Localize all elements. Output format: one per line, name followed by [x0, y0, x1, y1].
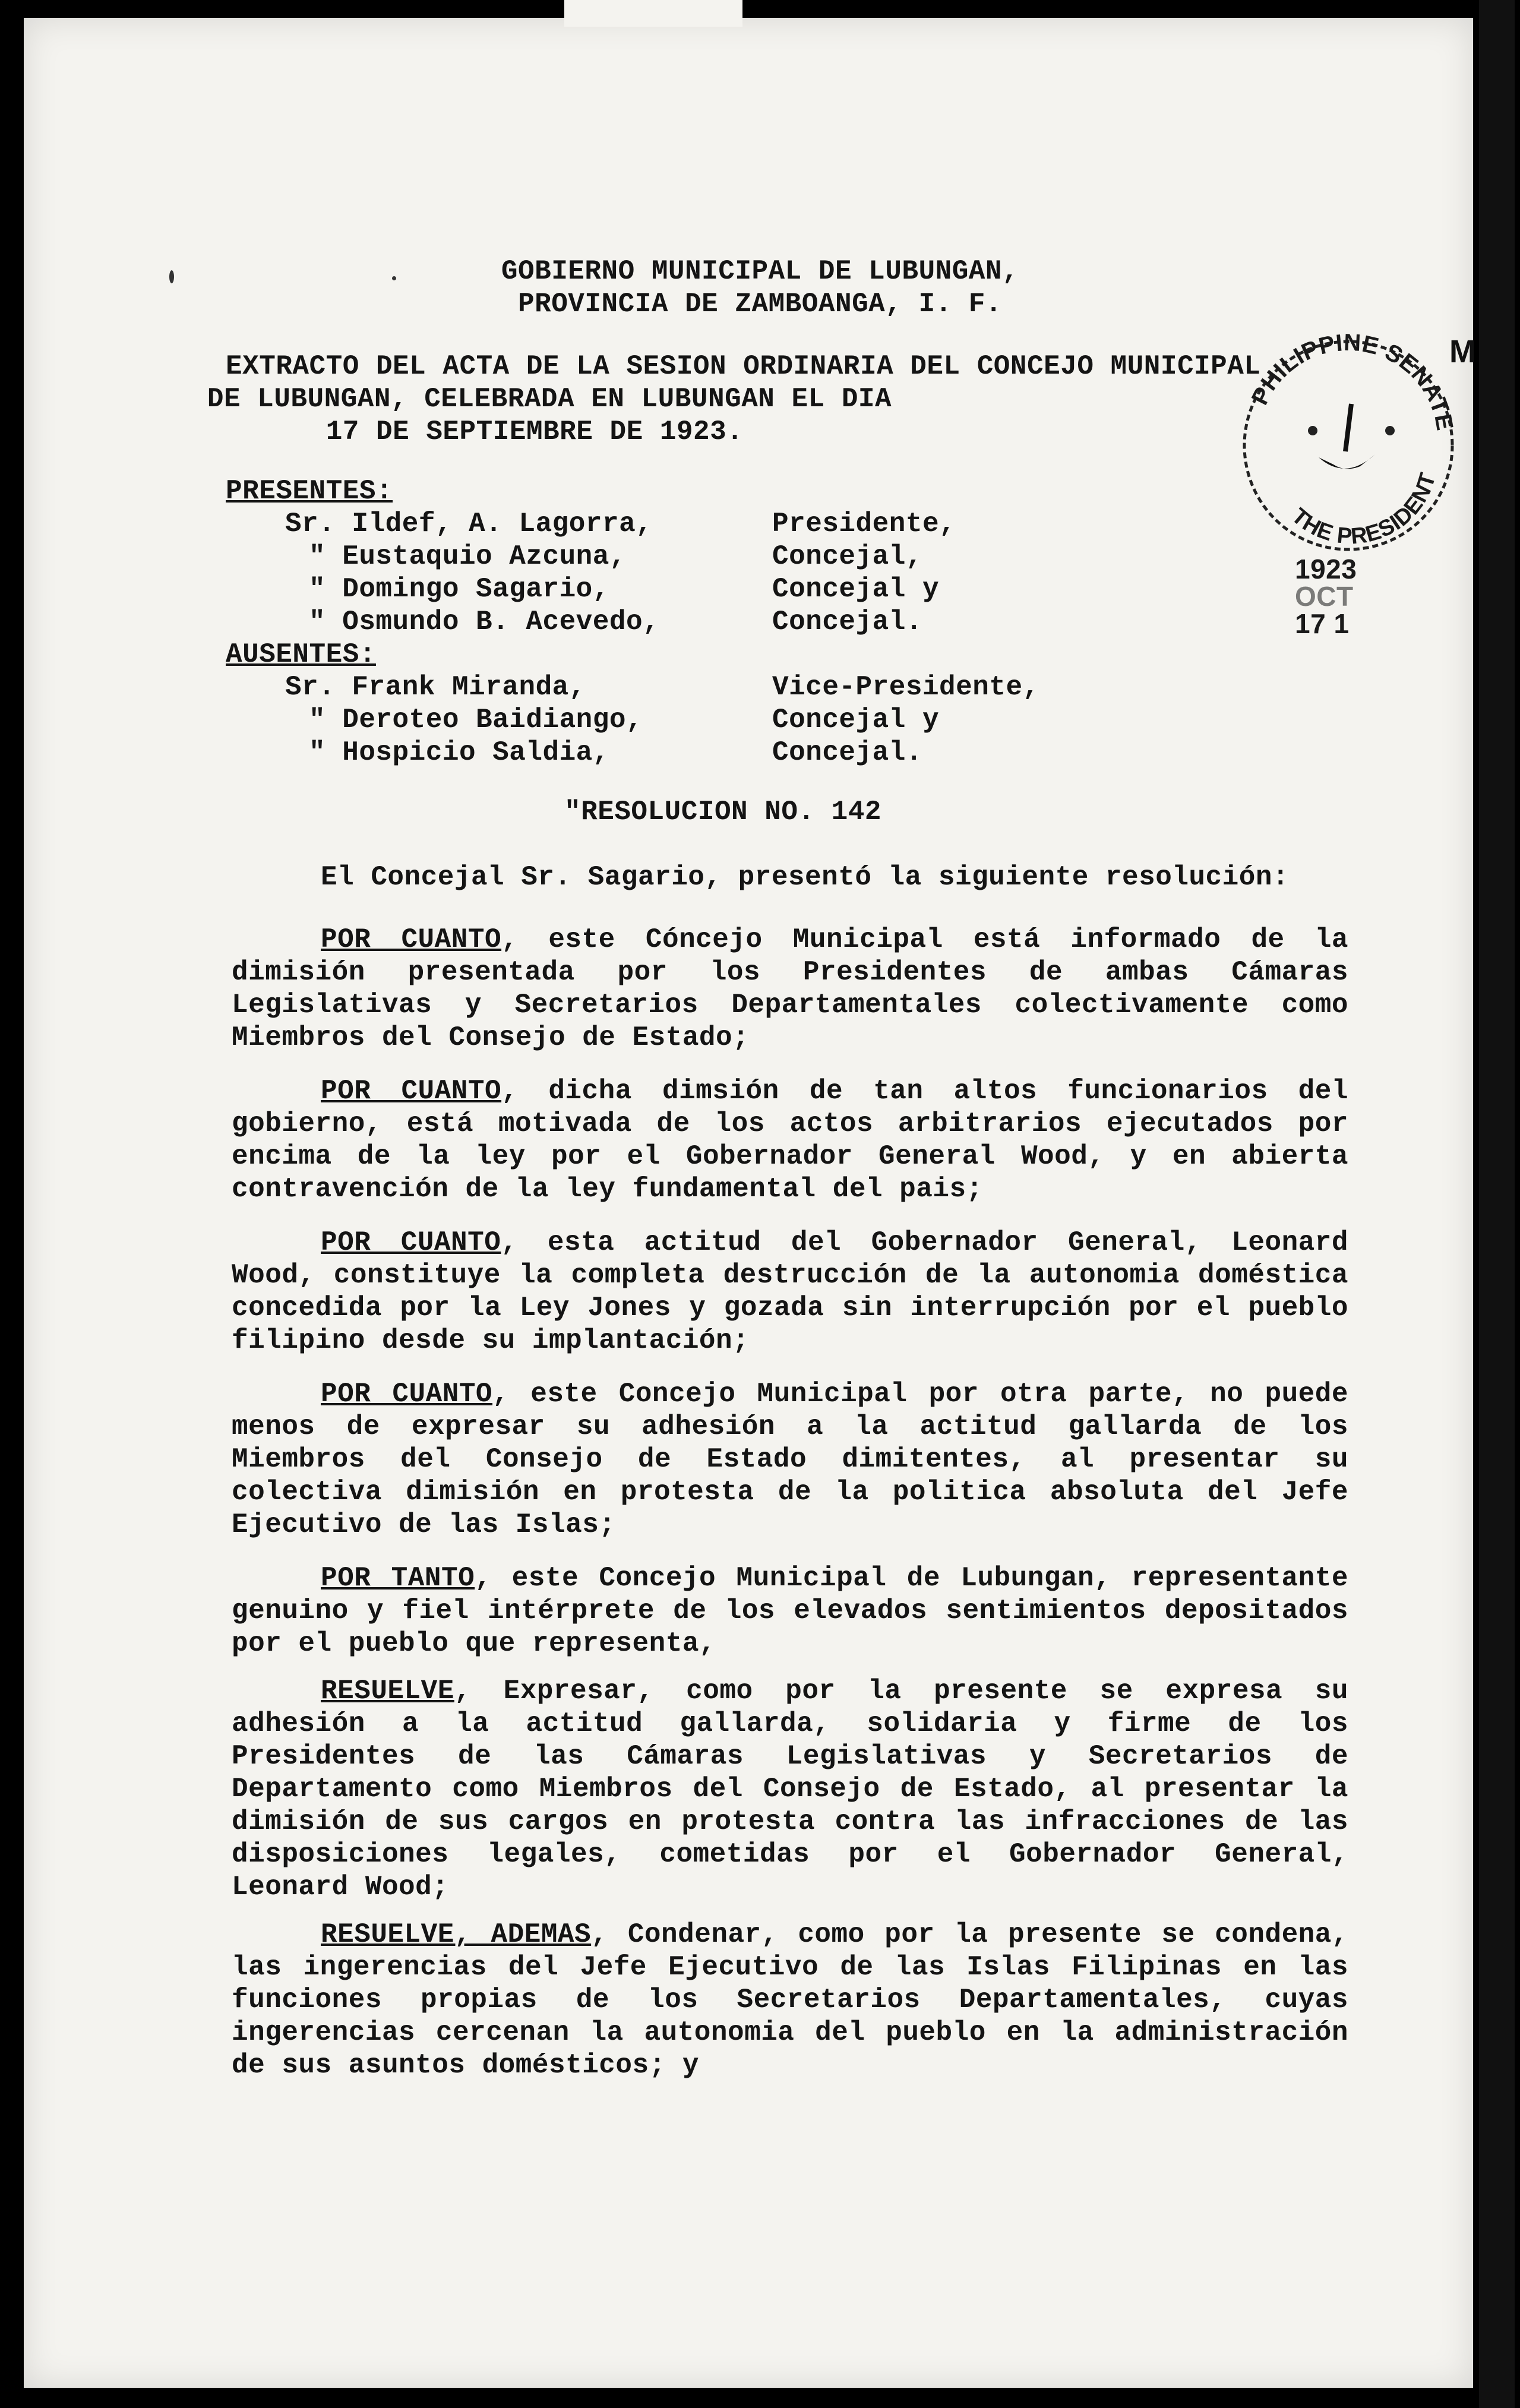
paragraph-lead: POR CUANTO: [321, 924, 502, 955]
extract-line-2: DE LUBUNGAN, CELEBRADA EN LUBUNGAN EL DIA: [207, 384, 892, 415]
presente-role: Concejal.: [772, 606, 922, 637]
header-line-2: PROVINCIA DE ZAMBOANGA, I. F.: [517, 289, 1003, 320]
resolution-paragraph: [232, 1562, 1348, 1660]
stamp-emblem-icon: [1308, 404, 1395, 469]
resolution-paragraph: [232, 1227, 1348, 1357]
presente-role: Presidente,: [772, 508, 956, 539]
paragraph-text: , Expresar, como por la presente se expresa su adhesión a la actitud gallarda, solidaria y firme de los Presidentes de las Cámaras Legislativas y Secretarios de Departamento como Miembros del Consejo de Estado, al presentar la dimisión de sus cargos en protesta contra las infracciones de las disposiciones legales, cometidas por el Gobernador General, Leonard Wood;: [232, 1676, 1348, 1903]
stamp-date: [1295, 555, 1357, 637]
paragraph-lead: POR CUANTO: [321, 1227, 501, 1258]
senate-stamp: [1218, 309, 1467, 594]
ausentes-label: AUSENTES:: [226, 639, 376, 670]
ausente-name: " Hospicio Saldia,: [309, 737, 609, 768]
resolution-intro: El Concejal Sr. Sagario, presentó la siguiente resolución:: [321, 862, 1290, 893]
stamp-top-text: PHILIPPINE SENATE: [1246, 329, 1458, 433]
stamp-month: OCT: [1295, 581, 1354, 612]
paragraph-lead: POR TANTO: [321, 1563, 475, 1594]
presente-name: " Eustaquio Azcuna,: [309, 541, 626, 572]
paragraph-lead: POR CUANTO: [321, 1379, 493, 1410]
ausente-name: " Deroteo Baidiango,: [309, 704, 643, 735]
stamp-year: 1923: [1295, 554, 1357, 584]
resolution-paragraph: [232, 1675, 1348, 1904]
paragraph-lead: POR CUANTO: [321, 1076, 502, 1107]
ausente-role: Vice-Presidente,: [772, 672, 1039, 703]
extract-line-1: EXTRACTO DEL ACTA DE LA SESION ORDINARIA DEL CONCEJO MUNICIPAL: [226, 351, 1261, 382]
ausente-role: Concejal y: [772, 704, 940, 735]
paragraph-text: , este Concejo Municipal por otra parte, no puede menos de expresar su adhesión a la actitud gallarda de los Miembros del Consejo de Estado dimitentes, al presentar su colectiva dimisión en protesta de la politica absoluta del Jefe Ejecutivo de las Islas;: [232, 1379, 1348, 1540]
presente-role: Concejal y: [772, 574, 940, 605]
resolution-paragraph: [232, 924, 1348, 1054]
ausente-name: Sr. Frank Miranda,: [285, 672, 586, 703]
resolution-title: "RESOLUCION NO. 142: [564, 797, 881, 827]
presente-name: Sr. Ildef, A. Lagorra,: [285, 508, 653, 539]
scan-speck: [169, 270, 174, 283]
paragraph-text: , esta actitud del Gobernador General, Leonard Wood, constituye la completa destrucción de la autonomia doméstica concedida por la Ley Jones y gozada sin interrupción por el pueblo filipino desde su implantación;: [232, 1227, 1349, 1356]
presente-role: Concejal,: [772, 541, 922, 572]
header-line-1: GOBIERNO MUNICIPAL DE LUBUNGAN,: [501, 256, 1019, 287]
edge-letter: M: [1449, 334, 1477, 369]
resolution-paragraph: [232, 1378, 1348, 1541]
extract-line-3: 17 DE SEPTIEMBRE DE 1923.: [326, 416, 744, 447]
resolution-paragraph: [232, 1919, 1348, 2082]
presente-name: " Osmundo B. Acevedo,: [309, 606, 660, 637]
paragraph-text: , dicha dimsión de tan altos funcionarios del gobierno, está motivada de los actos arbitrarios ejecutados por encima de la ley por el Gobernador General Wood, y en abierta contravención de la ley fundamental del pais;: [232, 1076, 1348, 1205]
stamp-bottom-text: THE PRESIDENT: [1287, 470, 1441, 549]
paragraph-text: , Condenar, como por la presente se condena, las ingerencias del Jefe Ejecutivo de las Islas Filipinas en las funciones propias de los Secretarios Departamentales, cuyas ingerencias cercenan la autonomia del pueblo en la administración de sus asuntos domésticos; y: [232, 1919, 1348, 2081]
presentes-label: PRESENTES:: [226, 476, 393, 507]
scan-speck: [392, 276, 396, 280]
paragraph-lead: RESUELVE: [321, 1676, 454, 1707]
presente-name: " Domingo Sagario,: [309, 574, 609, 605]
resolution-paragraph: [232, 1075, 1348, 1206]
paragraph-lead: RESUELVE, ADEMAS: [321, 1919, 592, 1950]
paragraph-text: , este Cóncejo Municipal está informado de la dimisión presentada por los Presidentes de ambas Cámaras Legislativas y Secretarios Departamentales colectivamente como Miembros del Consejo de Estado;: [232, 924, 1348, 1053]
ausente-role: Concejal.: [772, 737, 922, 768]
paragraph-text: , este Concejo Municipal de Lubungan, representante genuino y fiel intérprete de los elevados sentimientos depositados por el pueblo que representa,: [232, 1563, 1348, 1659]
stamp-day: 17 1: [1295, 608, 1350, 639]
